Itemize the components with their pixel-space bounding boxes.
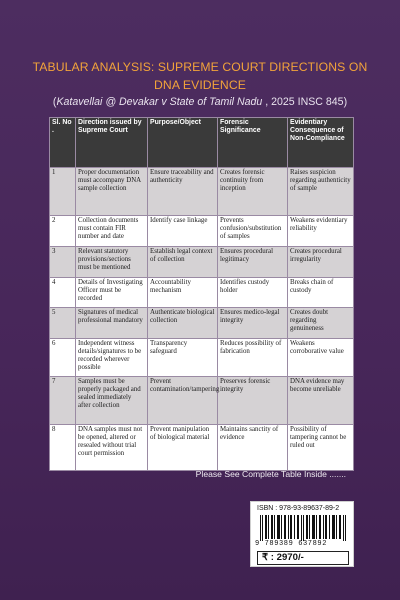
barcode-number: 9 789389 637892 (255, 540, 328, 548)
table-cell: Ensure traceability and authenticity (148, 168, 218, 216)
directions-table-wrapper (49, 117, 353, 471)
table-cell: Raises suspicion regarding authenticity of sample (288, 168, 354, 216)
case-citation (20, 96, 380, 108)
table-cell: Transparency safeguard (148, 339, 218, 377)
table-cell: Collection documents must contain FIR number and date (76, 216, 148, 247)
table-cell: Weakens corroborative value (288, 339, 354, 377)
header-evidentiary-consequence: Evidentiary Consequence of Non-Compliance (288, 118, 354, 168)
table-row (50, 168, 354, 216)
table-cell: Preserves forensic integrity (218, 377, 288, 425)
cover-title (20, 58, 380, 94)
table-cell: Accountability mechanism (148, 278, 218, 308)
table-cell: 5 (50, 308, 76, 339)
cover-title-line-1: TABULAR ANALYSIS: SUPREME COURT DIRECTIONS ON (32, 60, 368, 74)
table-cell: Independent witness details/signatures to be recorded wherever possible (76, 339, 148, 377)
table-row (50, 308, 354, 339)
table-row (50, 425, 354, 471)
table-cell: Prevents confusion/substitution of samples (218, 216, 288, 247)
table-cell: Samples must be properly packaged and sealed immediately after collection (76, 377, 148, 425)
directions-table (49, 117, 354, 471)
table-cell: Reduces possibility of fabrication (218, 339, 288, 377)
table-cell: Prevent contamination/tampering (148, 377, 218, 425)
table-cell: 2 (50, 216, 76, 247)
header-forensic-significance: Forensic Significance (218, 118, 288, 168)
table-header-row (50, 118, 354, 168)
see-complete-table-note: Please See Complete Table Inside ....... (195, 469, 346, 479)
cover-title-line-2: DNA EVIDENCE (154, 78, 246, 92)
table-row (50, 377, 354, 425)
header-direction: Direction issued by Supreme Court (76, 118, 148, 168)
table-cell: DNA evidence may become unreliable (288, 377, 354, 425)
price-label: ₹ : 2970/- (257, 551, 349, 565)
table-cell: 4 (50, 278, 76, 308)
table-cell: Creates forensic continuity from inception (218, 168, 288, 216)
table-cell: 3 (50, 247, 76, 278)
table-cell: DNA samples must not be opened, altered or resealed without trial court permission (76, 425, 148, 471)
table-cell: Weakens evidentiary reliability (288, 216, 354, 247)
table-row (50, 247, 354, 278)
table-cell: Possibility of tampering cannot be ruled out (288, 425, 354, 471)
table-cell: Creates doubt regarding genuineness (288, 308, 354, 339)
isbn-label: ISBN : 978-93-89637-89-2 (257, 505, 340, 512)
table-cell: Authenticate biological collection (148, 308, 218, 339)
table-cell: Breaks chain of custody (288, 278, 354, 308)
table-cell: Ensures medico-legal integrity (218, 308, 288, 339)
table-cell: 6 (50, 339, 76, 377)
table-cell: Maintains sanctity of evidence (218, 425, 288, 471)
table-row (50, 216, 354, 247)
barcode-panel (250, 501, 354, 567)
table-cell: Prevent manipulation of biological material (148, 425, 218, 471)
table-cell: Establish legal context of collection (148, 247, 218, 278)
table-cell: Ensures procedural legitimacy (218, 247, 288, 278)
table-cell: Proper documentation must accompany DNA sample collection (76, 168, 148, 216)
table-cell: 8 (50, 425, 76, 471)
table-row (50, 278, 354, 308)
barcode-icon (259, 515, 349, 541)
table-cell: Identify case linkage (148, 216, 218, 247)
table-cell: 1 (50, 168, 76, 216)
citation-case-name: Katavellai @ Devakar v State of Tamil Nadu (56, 96, 263, 108)
header-sl-no: Sl. No . (50, 118, 76, 168)
header-purpose: Purpose/Object (148, 118, 218, 168)
table-cell: Relevant statutory provisions/sections must be mentioned (76, 247, 148, 278)
table-cell: Creates procedural irregularity (288, 247, 354, 278)
table-cell: Signatures of medical professional mandatory (76, 308, 148, 339)
table-cell: Details of Investigating Officer must be recorded (76, 278, 148, 308)
citation-rest: , 2025 INSC 845) (262, 96, 348, 108)
table-cell: Identifies custody holder (218, 278, 288, 308)
table-cell: 7 (50, 377, 76, 425)
table-row (50, 339, 354, 377)
citation-open: ( (52, 96, 57, 108)
